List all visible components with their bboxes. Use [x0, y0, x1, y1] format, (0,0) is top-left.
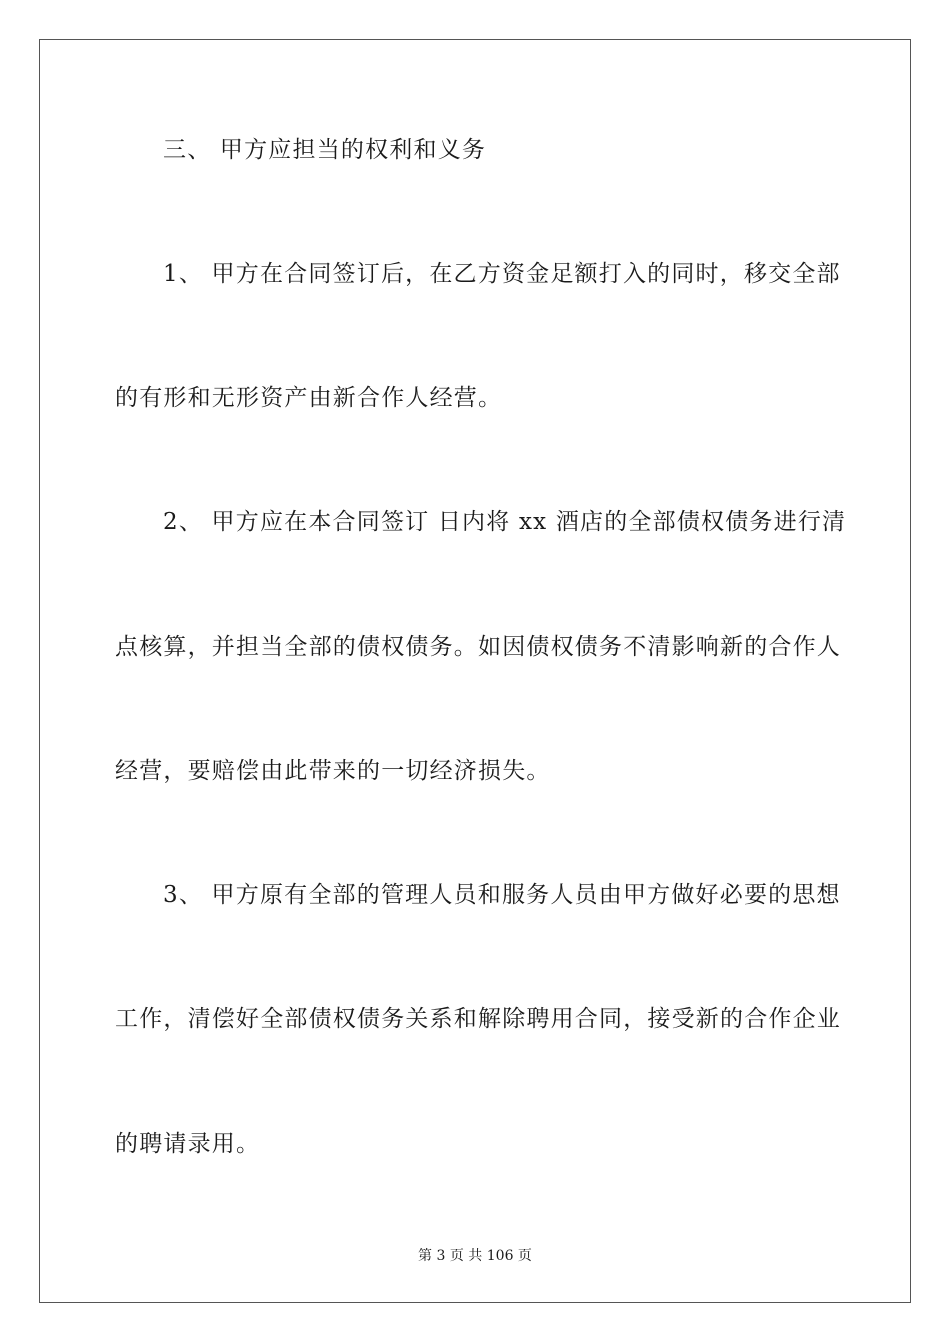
clause-1-line-2: 的有形和无形资产由新合作人经营。 [115, 385, 503, 411]
clause-3-line-1: 3、 甲方原有全部的管理人员和服务人员由甲方做好必要的思想 [163, 882, 841, 908]
clause-1-line-1: 1、 甲方在合同签订后，在乙方资金足额打入的同时，移交全部 [163, 261, 841, 287]
clause-2-line-1: 2、 甲方应在本合同签订 日内将 xx 酒店的全部债权债务进行清 [163, 509, 847, 535]
page-border [39, 39, 911, 1303]
page-number-footer: 第 3 页 共 106 页 [418, 1248, 532, 1264]
clause-2-line-3: 经营，要赔偿由此带来的一切经济损失。 [115, 758, 551, 784]
section-heading: 三、 甲方应担当的权利和义务 [163, 137, 487, 163]
clause-2-line-2: 点核算，并担当全部的债权债务。如因债权债务不清影响新的合作人 [115, 634, 841, 660]
clause-3-line-2: 工作，清偿好全部债权债务关系和解除聘用合同，接受新的合作企业 [115, 1006, 841, 1032]
clause-3-line-3: 的聘请录用。 [115, 1131, 261, 1157]
